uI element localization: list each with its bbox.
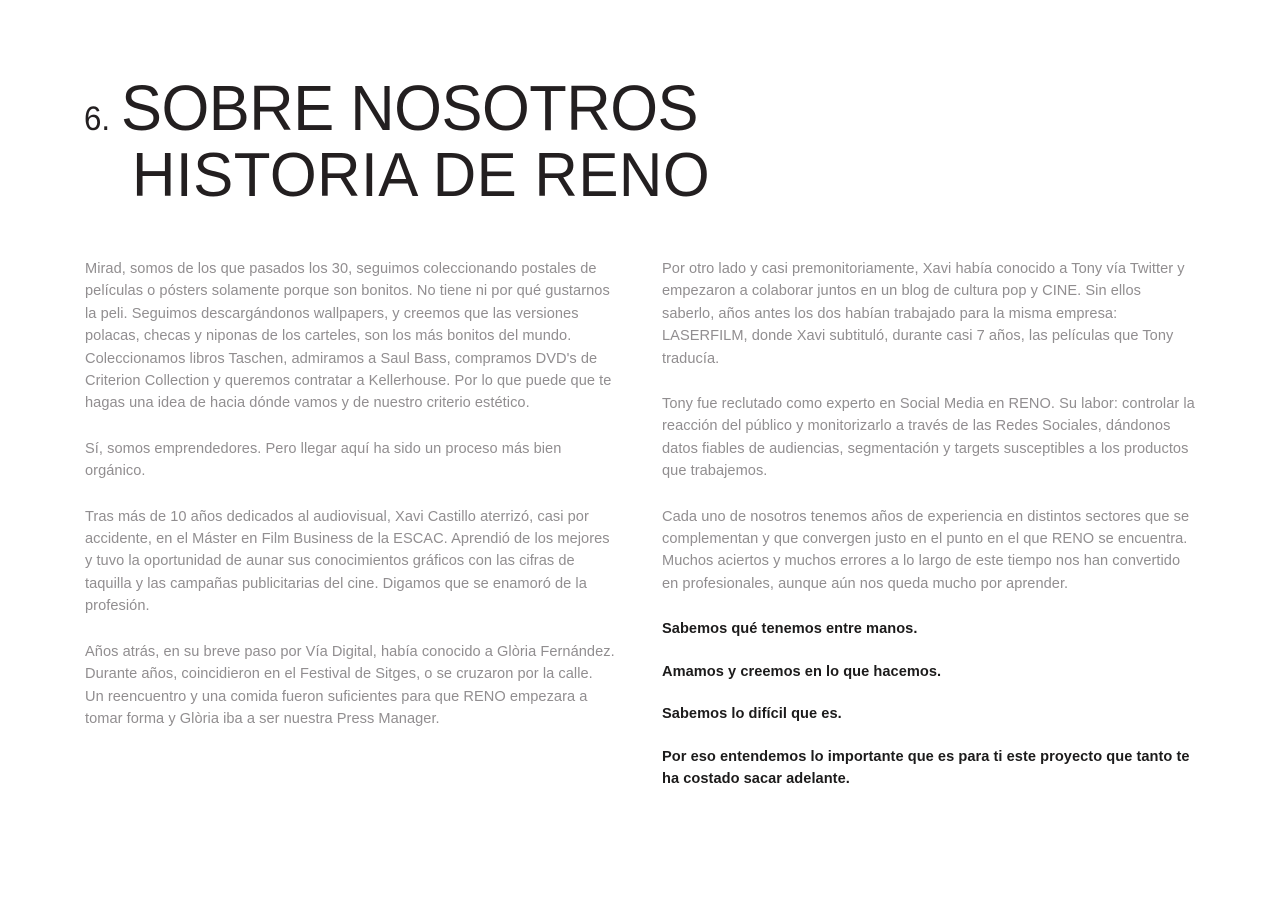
right-column <box>662 258 1197 790</box>
section-number: 6. <box>84 100 111 138</box>
left-column <box>85 258 615 730</box>
statement: Sabemos lo difícil que es. <box>662 706 842 723</box>
page-title: SOBRE NOSOTROS <box>121 72 699 144</box>
paragraph: Tras más de 10 años dedicados al audiovisual, Xavi Castillo aterrizó, casi por accidente, en el Máster en Film Business de la ESCAC. Aprendió de los mejores y tuvo la oportunidad de aunar sus conocimientos gráficos con las cifras de taquilla y las campañas publicitarias del cine. Digamos que se enamoró de la profesión. <box>85 508 610 615</box>
statement: Amamos y creemos en lo que hacemos. <box>662 663 942 680</box>
page-heading <box>84 72 1184 210</box>
paragraph: Años atrás, en su breve paso por Vía Digital, había conocido a Glòria Fernández. Durante años, coincidieron en el Festival de Sitges, o se cruzaron por la calle. Un reencuentro y una comida fueron suficientes para que RENO empezara a tomar forma y Glòria iba a ser nuestra Press Manager. <box>85 643 615 727</box>
paragraph: Cada uno de nosotros tenemos años de experiencia en distintos sectores que se complementan y que convergen justo en el punto en el que RENO se encuentra. Muchos aciertos y muchos errores a lo largo de este tiempo nos han convertido en profesionales, aunque aún nos queda mucho por aprender. <box>662 508 1190 592</box>
paragraph: Sí, somos emprendedores. Pero llegar aquí ha sido un proceso más bien orgánico. <box>85 440 562 480</box>
statement: Sabemos qué tenemos entre manos. <box>662 621 918 638</box>
heading-primary-line <box>84 72 1184 144</box>
statement: Por eso entendemos lo importante que es para ti este proyecto que tanto te ha costado sacar adelante. <box>662 748 1190 787</box>
paragraph: Mirad, somos de los que pasados los 30, seguimos coleccionando postales de películas o pósters solamente porque son bonitos. No tiene ni por qué gustarnos la peli. Seguimos descargándonos wallpapers, y creemos que las versiones polacas, checas y niponas de los carteles, son los más bonitos del mundo. Coleccionamos libros Taschen, admiramos a Saul Bass, compramos DVD's de Criterion Collection y queremos contratar a Kellerhouse. Por lo que puede que te hagas una idea de hacia dónde vamos y de nuestro criterio estético. <box>85 261 612 412</box>
paragraph: Tony fue reclutado como experto en Social Media en RENO. Su labor: controlar la reacción del público y monitorizarlo a través de las Redes Sociales, dándonos datos fiables de audiencias, segmentación y targets susceptibles a los productos que trabajemos. <box>662 396 1195 480</box>
page-subtitle: HISTORIA DE RENO <box>132 141 711 210</box>
paragraph: Por otro lado y casi premonitoriamente, Xavi había conocido a Tony vía Twitter y empezaron a colaborar juntos en un blog de cultura pop y CINE. Sin ellos saberlo, años antes los dos habían trabajado para la misma empresa: LASERFILM, donde Xavi subtituló, durante casi 7 años, las películas que Tony traducía. <box>662 261 1185 367</box>
